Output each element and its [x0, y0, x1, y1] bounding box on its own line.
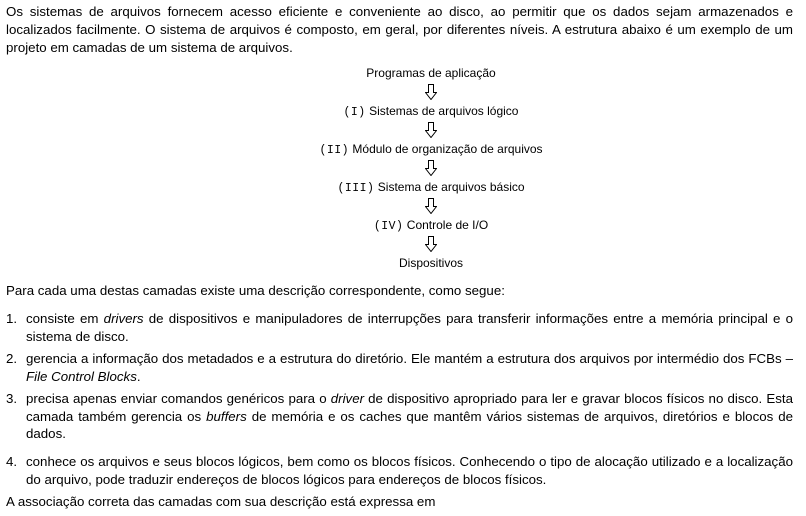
intro-paragraph: Os sistemas de arquivos fornecem acesso eficiente e conveniente ao disco, ao permitir que os dados sejam armazenados e localizados facilmente. O sistema de arquivos é composto, em geral, por diferentes níveis. A estrutura abaixo é um exemplo de um projeto em camadas de um sistema de arquivos. — [6, 4, 793, 55]
text-run: de dispositivo apropriado para ler e gravar blocos físicos no disco. Esta camada também gerencia os — [26, 391, 793, 424]
item-number: 3. — [6, 391, 18, 406]
text-run: de dispositivos e manipuladores de interrupções para transferir informações entre a memória principal e o sistema de disco. — [26, 311, 794, 344]
diagram-bottom-label: Dispositivos — [398, 256, 464, 270]
text-run: conhece os arquivos e seus blocos lógicos, bem como os blocos físicos. Conhecendo o tipo de alocação utilizado e a localização do arquivo, pode traduzir endereços de blocos lógicos para endereços de blocos físicos. — [26, 454, 793, 487]
diagram-layer-1 — [236, 101, 626, 121]
text-run: . — [136, 368, 141, 384]
item-number: 4. — [6, 454, 18, 469]
layer-2-roman: (II) — [319, 144, 350, 157]
diagram-layer-2 — [236, 139, 626, 159]
diagram-layer-3 — [236, 177, 626, 197]
down-arrow-icon — [236, 121, 626, 139]
layer-3-roman: (III) — [337, 182, 375, 195]
down-arrow-icon — [236, 159, 626, 177]
list-item — [6, 390, 793, 443]
text-run: de memória e os caches que mantêm vários sistemas de arquivos, diretórios e blocos de dados. — [26, 408, 793, 441]
diagram-top-label: Programas de aplicação — [366, 66, 496, 80]
down-arrow-icon — [236, 197, 626, 215]
layer-1-name: Sistemas de arquivos lógico — [369, 104, 519, 118]
text-run: consiste em — [26, 311, 104, 326]
item-text — [26, 310, 793, 345]
list-item — [6, 310, 793, 345]
item-number: 1. — [6, 311, 18, 326]
diagram-layer-4 — [236, 215, 626, 235]
layer-3-name: Sistema de arquivos básico — [377, 180, 525, 194]
layer-4-name: Controle de I/O — [406, 218, 489, 232]
item-text — [26, 350, 793, 385]
italic-term: driver — [330, 391, 365, 406]
text-run: precisa apenas enviar comandos genéricos para o — [26, 391, 331, 406]
lead-paragraph: Para cada uma destas camadas existe uma descrição correspondente, como segue: — [6, 283, 505, 298]
text-run: gerencia a informação dos metadados e a estrutura do diretório. Ele mantém a estrutura dos arquivos por intermédio dos FCBs – — [26, 351, 793, 366]
item-text — [26, 390, 793, 443]
closing-paragraph: A associação correta das camadas com sua descrição está expressa em — [6, 494, 436, 509]
down-arrow-icon — [236, 83, 626, 101]
italic-term: buffers — [206, 408, 247, 424]
italic-term: drivers — [103, 311, 144, 326]
layer-1-roman: (I) — [343, 106, 366, 119]
list-item — [6, 453, 793, 488]
down-arrow-icon — [236, 235, 626, 253]
layer-diagram — [236, 63, 626, 273]
item-text — [26, 453, 793, 488]
italic-term: File Control Blocks — [26, 368, 137, 384]
list-item — [6, 350, 793, 385]
layer-2-name: Módulo de organização de arquivos — [352, 142, 543, 156]
item-number: 2. — [6, 351, 18, 366]
layer-4-roman: (IV) — [373, 220, 404, 233]
